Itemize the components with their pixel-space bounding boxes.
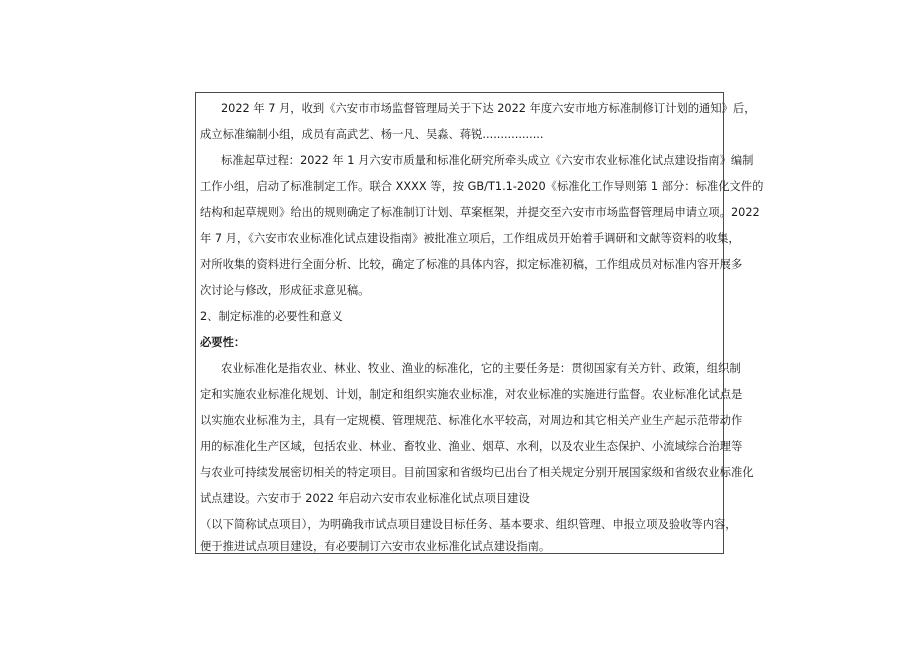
section-heading: 2、制定标准的必要性和意义 [200, 310, 343, 323]
paragraph-3-line-3: 以实施农业标准为主，具有一定规模、管理规范、标准化水平较高，对周边和其它相关产业生产起示范带动作 [200, 414, 743, 427]
paragraph-2-line-3: 结构和起草规则》给出的规则确定了标准制订计划、草案框架，并提交至六安市市场监督管理局申请立项。2022 [200, 206, 760, 219]
paragraph-2-line-4: 年 7 月，《六安市农业标准化试点建设指南》被批准立项后，工作组成员开始着手调研和文献等资料的收集， [200, 232, 740, 245]
paragraph-2-line-1: 标准起草过程：2022 年 1 月六安市质量和标准化研究所牵头成立《六安市农业标准化试点建设指南》编制 [221, 154, 754, 167]
subsection-heading: 必要性： [200, 336, 246, 349]
paragraph-2-line-6: 次讨论与修改，形成征求意见稿。 [200, 284, 370, 297]
paragraph-3-line-4: 用的标准化生产区域，包括农业、林业、畜牧业、渔业、烟草、水利，以及农业生态保护、小流域综合治理等 [200, 440, 743, 453]
paragraph-1-line-2: 成立标准编制小组，成员有高武艺、杨一凡、吴淼、蒋锐................. [200, 128, 544, 141]
paragraph-3-line-5: 与农业可持续发展密切相关的特定项目。目前国家和省级均已出台了相关规定分别开展国家级和省级农业标准化 [200, 466, 754, 479]
paragraph-2-line-2: 工作小组，启动了标准制定工作。联合 XXXX 等，按 GB/T1.1-2020《标准化工作导则第 1 部分：标准化文件的 [200, 180, 764, 193]
paragraph-3-line-7: （以下简称试点项目），为明确我市试点项目建设目标任务、基本要求、组织管理、申报立项及验收等内容， [200, 518, 737, 531]
paragraph-3-line-8: 便于推进试点项目建设，有必要制订六安市农业标准化试点建设指南。 [200, 540, 551, 553]
paragraph-1-line-1: 2022 年 7 月，收到《六安市市场监督管理局关于下达 2022 年度六安市地方标准制修订计划的通知》后， [221, 102, 756, 115]
paragraph-3-line-6: 试点建设。六安市于 2022 年启动六安市农业标准化试点项目建设 [200, 492, 530, 505]
paragraph-3-line-2: 定和实施农业标准化规划、计划，制定和组织实施农业标准，对农业标准的实施进行监督。农业标准化试点是 [200, 388, 743, 401]
paragraph-3-line-1: 农业标准化是指农业、林业、牧业、渔业的标准化，它的主要任务是：贯彻国家有关方针、政策，组织制 [221, 362, 741, 375]
paragraph-2-line-5: 对所收集的资料进行全面分析、比较，确定了标准的具体内容，拟定标准初稿，工作组成员对标准内容开展多 [200, 258, 743, 271]
